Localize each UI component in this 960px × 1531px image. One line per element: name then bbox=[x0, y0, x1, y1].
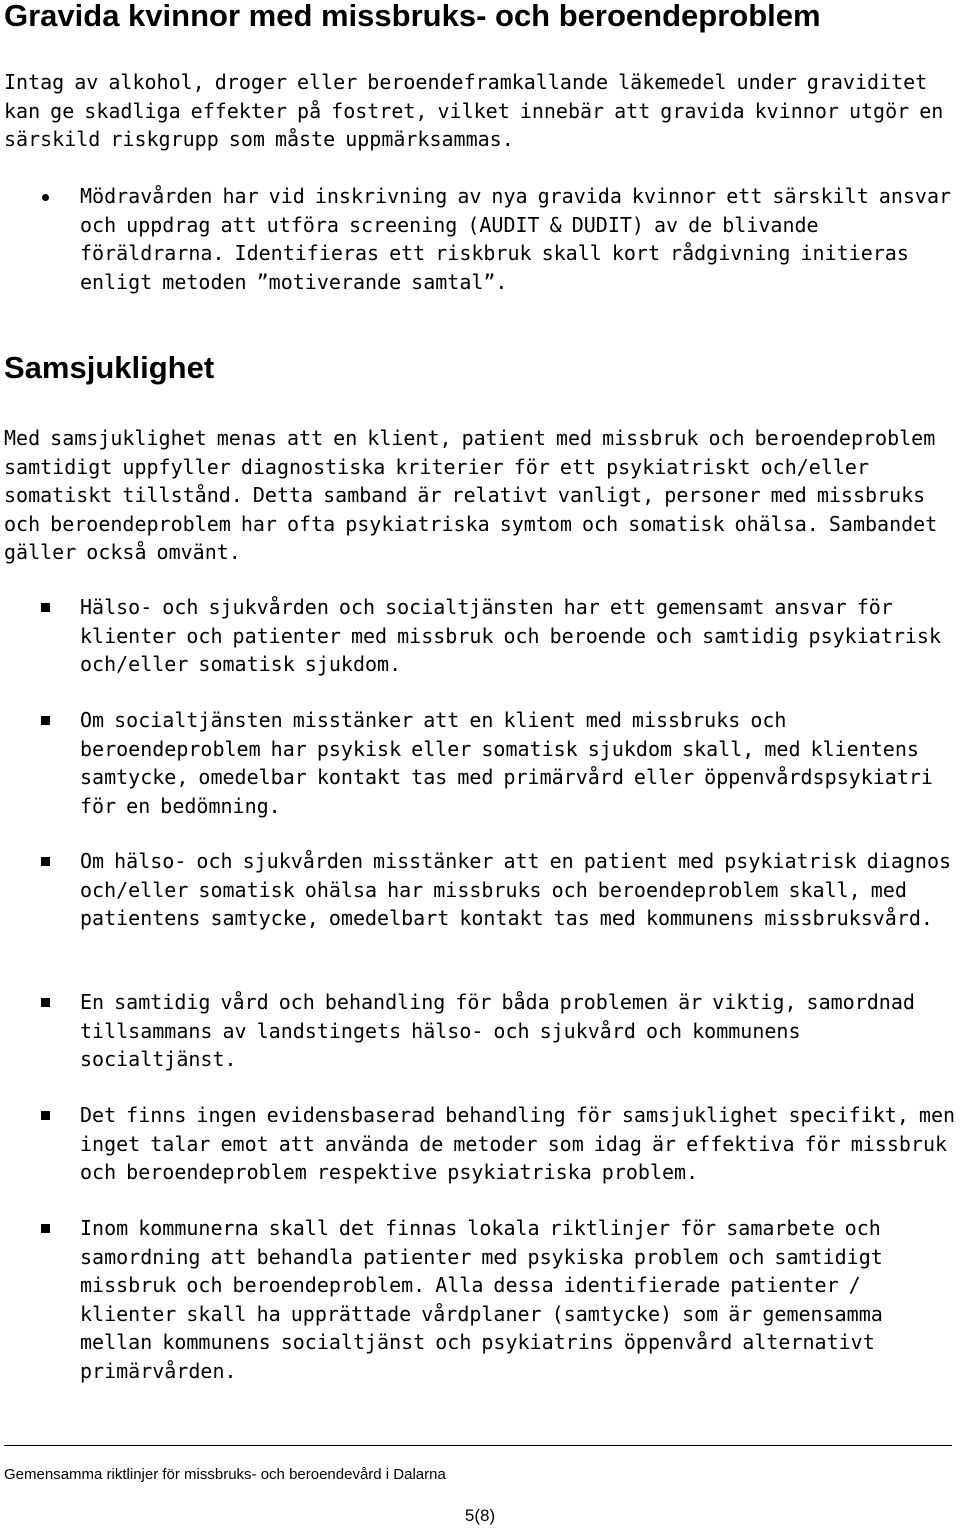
footer-text: Gemensamma riktlinjer för missbruks- och beroendevård i Dalarna bbox=[4, 1466, 446, 1483]
list-item-text: En samtidig vård och behandling för båda problemen är viktig, samordnad tillsammans av landstingets hälso- och sjukvård och kommunens socialtjänst. bbox=[80, 990, 915, 1071]
square-bullet-icon bbox=[41, 998, 50, 1007]
round-bullet-icon bbox=[42, 194, 49, 201]
section-title-comorbidity: Samsjuklighet bbox=[4, 350, 215, 385]
list-item-text: Inom kommunerna skall det finnas lokala riktlinjer för samarbete och samordning att behandla patienter med psykiska problem och samtidigt missbruk och beroendeproblem. Alla dessa identifierade patienter / klienter skall ha upprättade vårdplaner (samtycke) som är gemensamma mellan kommunens socialtjänst och psykiatrins öppenvård alternativt primärvården. bbox=[80, 1216, 883, 1383]
square-bullet-icon bbox=[41, 857, 50, 866]
list-item-text: Om socialtjänsten misstänker att en klient med missbruks och beroendeproblem har psykisk eller somatisk sjukdom skall, med klientens samtycke, omedelbar kontakt tas med primärvård eller öppenvårdspsykiatri för en bedömning. bbox=[80, 708, 933, 818]
page-number: 5(8) bbox=[464, 1506, 496, 1525]
square-bullet-icon bbox=[41, 716, 50, 725]
square-bullet-icon bbox=[41, 1224, 50, 1233]
square-bullet-icon bbox=[41, 1111, 50, 1120]
list-item-text: Om hälso- och sjukvården misstänker att en patient med psykiatrisk diagnos och/eller somatisk ohälsa har missbruks och beroendeproblem skall, med patientens samtycke, omedelbart kontakt tas med kommunens missbruksvård. bbox=[80, 849, 952, 930]
comorbidity-paragraph: Med samsjuklighet menas att en klient, patient med missbruk och beroendeproblem samtidigt uppfyller diagnostiska kriterier för ett psykiatriskt och/eller somatiskt tillstånd. Detta samband är relativt vanligt, personer med missbruks och beroendeproblem har ofta psykiatriska symtom och somatisk ohälsa. Sambandet gäller också omvänt. bbox=[4, 426, 938, 564]
section-title-pregnant-women: Gravida kvinnor med missbruks- och beroendeproblem bbox=[4, 0, 821, 33]
intro-paragraph: Intag av alkohol, droger eller beroendeframkallande läkemedel under graviditet kan ge skadliga effekter på fostret, vilket innebär att gravida kvinnor utgör en särskild riskgrupp som måste uppmärksammas. bbox=[4, 70, 944, 151]
list-item-text: Hälso- och sjukvården och socialtjänsten har ett gemensamt ansvar för klienter och patienter med missbruk och beroende och samtidig psykiatrisk och/eller somatisk sjukdom. bbox=[80, 595, 941, 676]
footer-divider bbox=[4, 1445, 952, 1446]
list-item-text: Det finns ingen evidensbaserad behandling för samsjuklighet specifikt, men inget talar emot att använda de metoder som idag är effektiva för missbruk och beroendeproblem respektive psykiatriska problem. bbox=[80, 1103, 956, 1184]
square-bullet-icon bbox=[41, 603, 50, 612]
list-item-text: Mödravården har vid inskrivning av nya gravida kvinnor ett särskilt ansvar och uppdrag att utföra screening (AUDIT & DUDIT) av de blivande föräldrarna. Identifieras ett riskbruk skall kort rådgivning initieras enligt metoden ”motiverande samtal”. bbox=[80, 184, 952, 294]
